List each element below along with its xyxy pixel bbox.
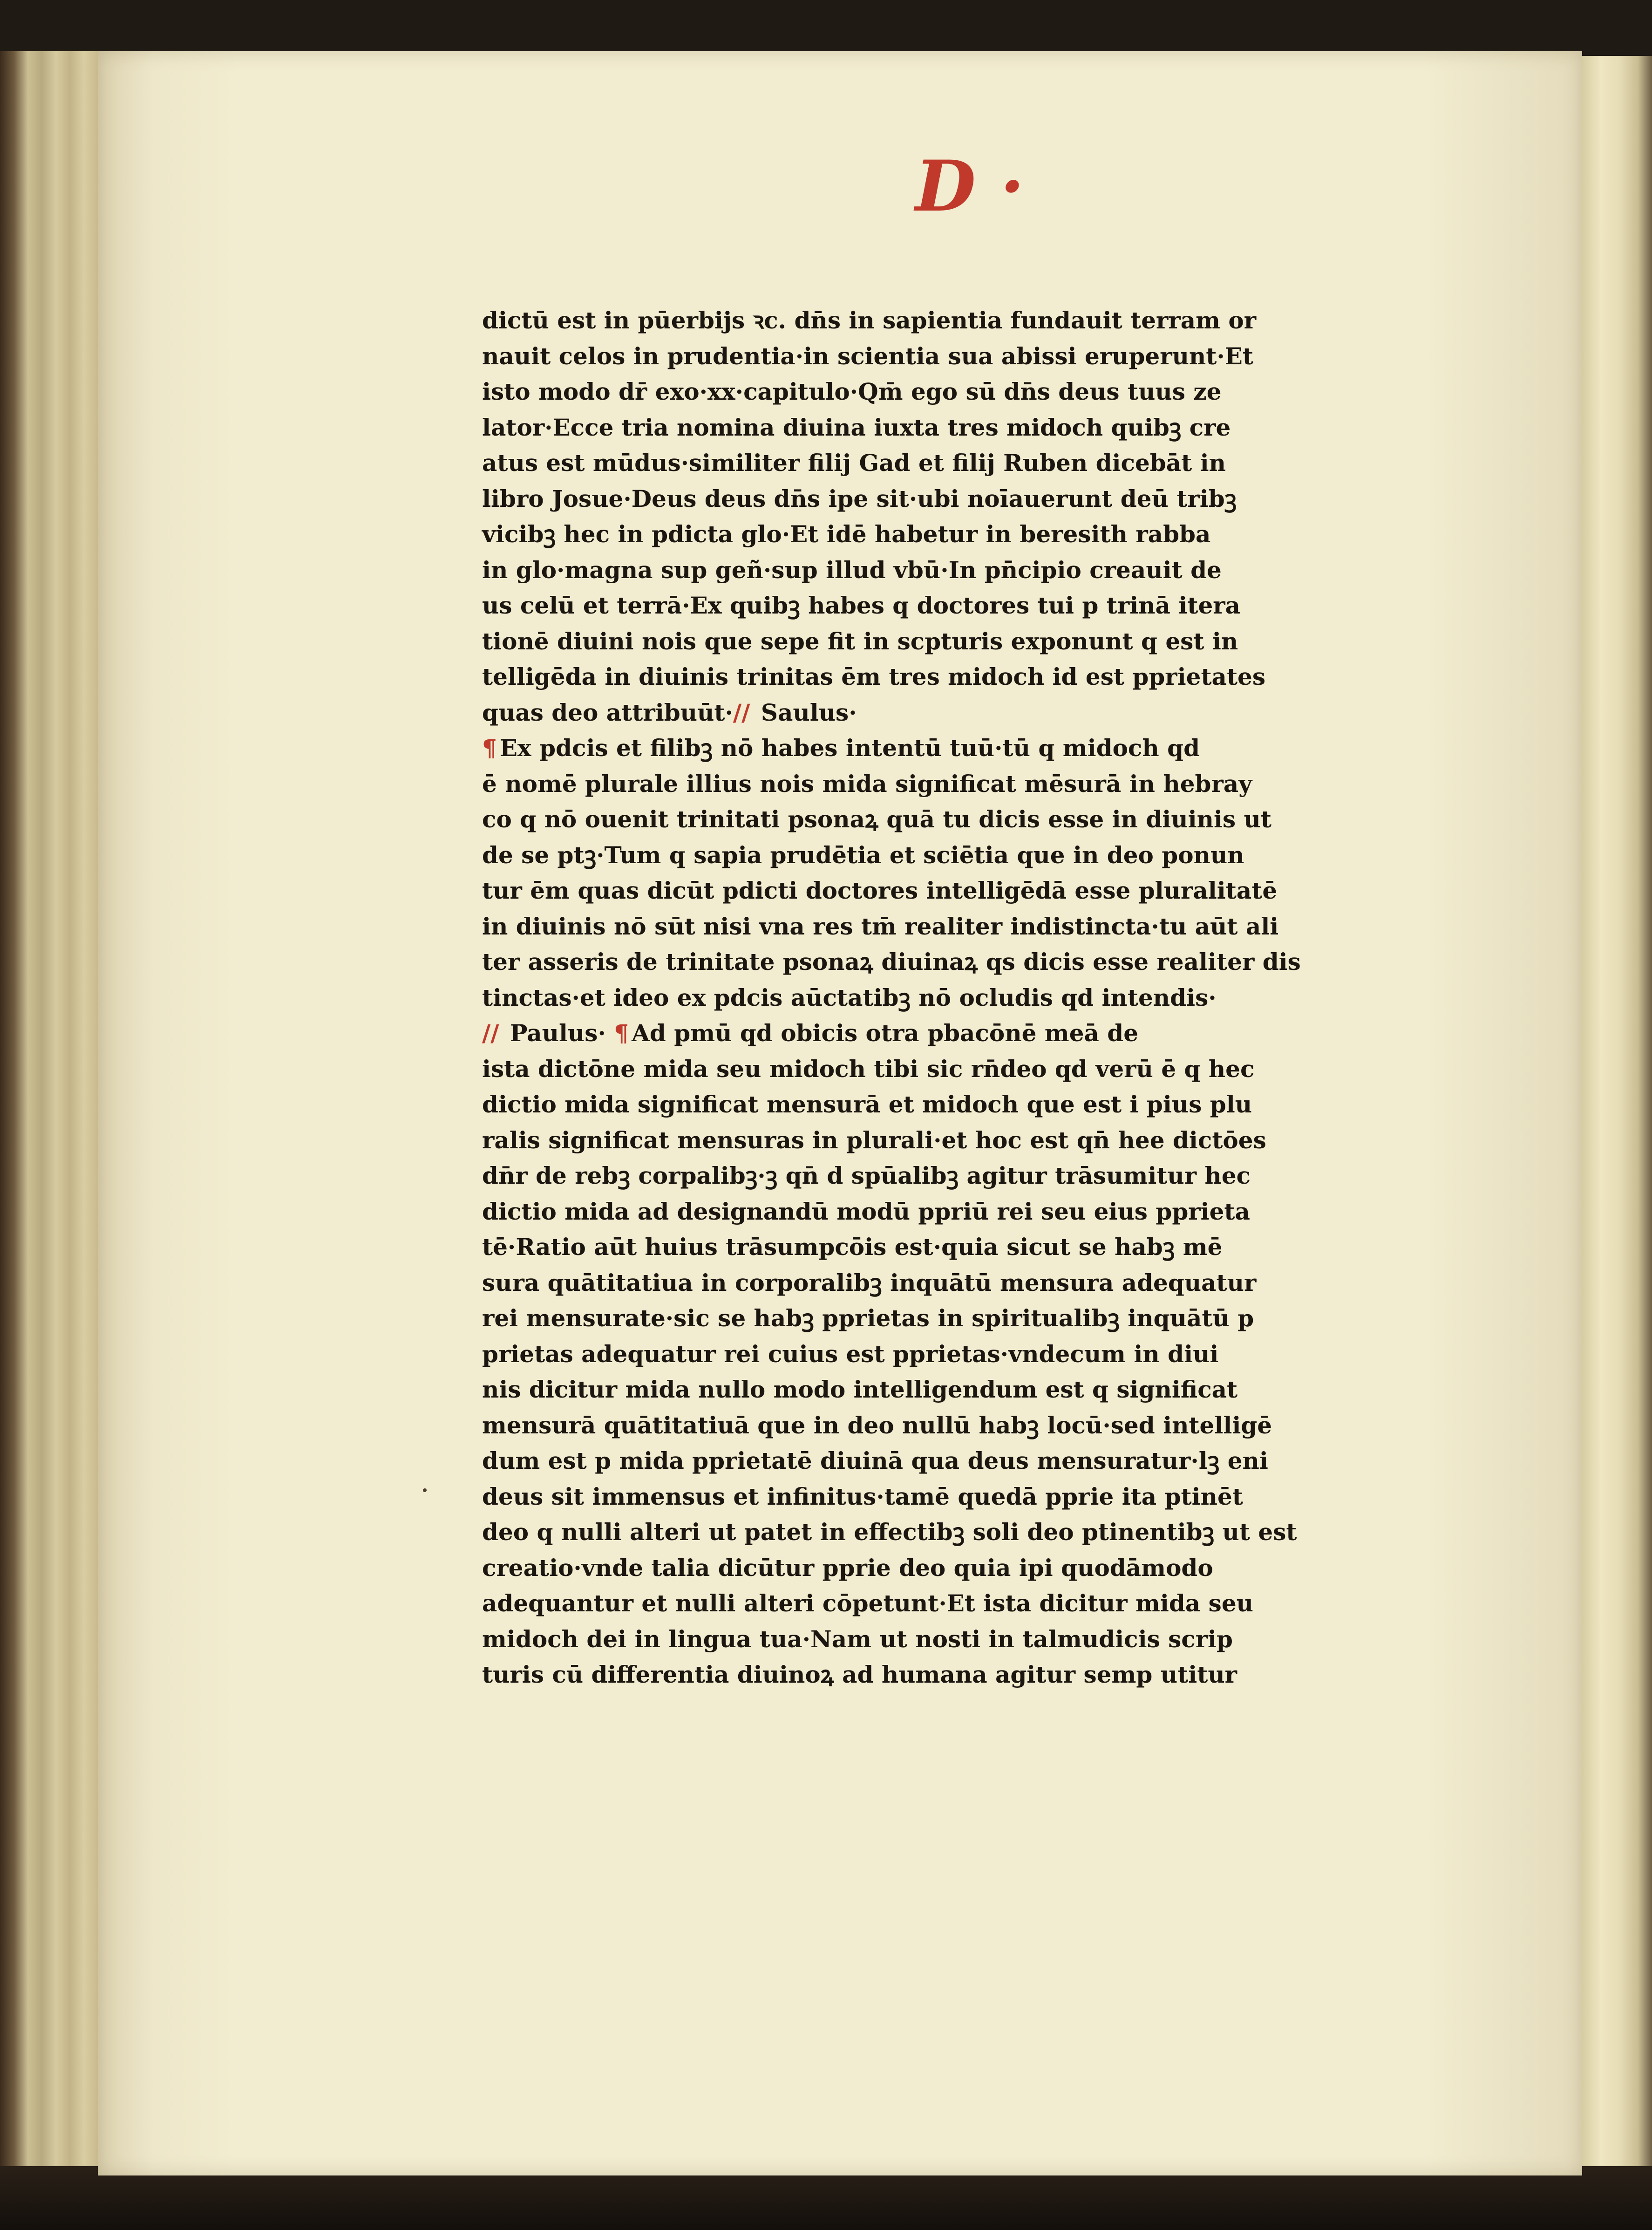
line-text: lator·Ecce tria nomina diuina iuxta tres midoch quibꝫ cre xyxy=(482,413,1231,441)
line-text: quas deo attribuūt· xyxy=(482,698,733,726)
line-text: nauit celos in prudentia·in scientia sua abissi eruperunt·Et xyxy=(482,342,1253,370)
text-line xyxy=(482,1301,1358,1337)
text-line xyxy=(482,1229,1358,1265)
text-line xyxy=(482,1158,1358,1194)
rubric-mark: // xyxy=(482,1019,507,1047)
line-text: midoch dei in lingua tua·Nam ut nosti in talmudicis scrip xyxy=(482,1625,1233,1653)
line-text: libro Josue·Deus deus dn̄s ipe sit·ubi noīauerunt deū tribꝫ xyxy=(482,484,1237,512)
text-line xyxy=(482,410,1358,446)
line-text: sura quātitatiua in corporalibꝫ inquātū mensura adequatur xyxy=(482,1268,1257,1296)
line-text: creatio·vnde talia dicūtur pprie deo quia ipi quodāmodo xyxy=(482,1554,1213,1582)
line-text: us celū et terrā·Ex quibꝫ habes q doctores tui p trinā itera xyxy=(482,592,1240,619)
rubric-mark: // xyxy=(733,698,758,726)
line-text: isto modo dr̄ exo·xx·capitulo·Qm̄ ego sū dn̄s deus tuus ze xyxy=(482,378,1222,405)
line-text: dictū est in pūerbijs ꝛc. dn̄s in sapientia fundauit terram or xyxy=(482,307,1257,334)
text-line xyxy=(482,1016,1358,1051)
book-page-stack xyxy=(0,51,98,2230)
text-line xyxy=(482,873,1358,909)
line-text: dum est p mida pprietatē diuinā qua deus mensuratur·lꝫ eni xyxy=(482,1447,1268,1474)
pilcrow-mark: ¶ xyxy=(614,1019,629,1047)
text-line xyxy=(482,1051,1358,1087)
text-line xyxy=(482,445,1358,481)
line-text: prietas adequatur rei cuius est pprietas·vndecum in diui xyxy=(482,1340,1219,1368)
text-line xyxy=(482,766,1358,802)
line-text: turis cū differentia diuinoꝝ ad humana agitur semp utitur xyxy=(482,1661,1237,1688)
text-line xyxy=(482,374,1358,410)
line-text: adequantur et nulli alteri cōpetunt·Et ista dicitur mida seu xyxy=(482,1589,1253,1617)
text-line xyxy=(482,1408,1358,1444)
text-line xyxy=(482,588,1358,624)
line-text: tionē diuini nois que sepe fit in scpturis exponunt q est in xyxy=(482,627,1238,655)
book-bottom-shadow xyxy=(0,2166,1652,2230)
line-text: in glo·magna sup geñ·sup illud vbū·In pn̄cipio creauit de xyxy=(482,556,1222,584)
text-line xyxy=(482,1087,1358,1123)
line-text: tinctas·et ideo ex pdcis aūctatibꝫ nō ocludis qd intendis· xyxy=(482,983,1217,1011)
line-text: Ad pmū qd obicis otra pbacōnē meā de xyxy=(632,1019,1139,1047)
folio-mark: D · xyxy=(915,145,1025,227)
line-text: de se ptꝫ·Tum q sapia prudētia et sciētia que in deo ponun xyxy=(482,841,1244,869)
line-text: ē nomē plurale illius nois mida significat mēsurā in hebray xyxy=(482,770,1252,798)
text-line xyxy=(482,1372,1358,1408)
text-line xyxy=(482,802,1358,838)
text-line xyxy=(482,1622,1358,1657)
ink-speck xyxy=(423,1488,427,1492)
text-line xyxy=(482,1550,1358,1586)
text-line xyxy=(482,695,1358,731)
text-line xyxy=(482,909,1358,945)
text-line xyxy=(482,339,1358,375)
text-line xyxy=(482,1443,1358,1479)
line-text: mensurā quātitatiuā que in deo nullū habꝫ locū·sed intelligē xyxy=(482,1411,1272,1439)
text-line xyxy=(482,944,1358,980)
line-text: tē·Ratio aūt huius trāsumpcōis est·quia sicut se habꝫ mē xyxy=(482,1233,1223,1261)
line-text: vicibꝫ hec in pdicta glo·Et idē habetur in beresith rabba xyxy=(482,520,1211,548)
line-text: dictio mida significat mensurā et midoch que est i pius plu xyxy=(482,1091,1252,1118)
line-text: deo q nulli alteri ut patet in effectibꝫ soli deo ptinentibꝫ ut est xyxy=(482,1518,1297,1546)
line-text: tur ēm quas dicūt pdicti doctores intelligēdā esse pluralitatē xyxy=(482,877,1278,904)
facing-page-edge xyxy=(1582,56,1652,2171)
text-block xyxy=(482,303,1358,1693)
line-text: ter asseris de trinitate psonaꝝ diuinaꝝ qs dicis esse realiter dis xyxy=(482,948,1301,975)
text-line xyxy=(482,517,1358,552)
line-text: ista dictōne mida seu midoch tibi sic rn̄deo qd verū ē q hec xyxy=(482,1055,1255,1083)
text-line xyxy=(482,1123,1358,1159)
line-text: ralis significat mensuras in plurali·et hoc est qn̄ hee dictōes xyxy=(482,1126,1266,1154)
line-text: nis dicitur mida nullo modo intelligendum est q significat xyxy=(482,1376,1238,1403)
text-line xyxy=(482,1586,1358,1622)
text-line xyxy=(482,624,1358,660)
line-text: rei mensurate·sic se habꝫ pprietas in spiritualibꝫ inquātū p xyxy=(482,1304,1254,1332)
text-line xyxy=(482,1479,1358,1515)
text-line xyxy=(482,552,1358,588)
text-line xyxy=(482,980,1358,1016)
text-line xyxy=(482,838,1358,873)
line-text: in diuinis nō sūt nisi vna res tm̄ realiter indistincta·tu aūt ali xyxy=(482,912,1279,940)
text-line xyxy=(482,481,1358,517)
pilcrow-mark: ¶ xyxy=(482,734,497,762)
line-text: deus sit immensus et infinitus·tamē quedā pprie ita ptinēt xyxy=(482,1482,1243,1510)
text-line xyxy=(482,1337,1358,1372)
line-text: Ex pdcis et filibꝫ nō habes intentū tuū·tū q midoch qd xyxy=(499,734,1200,762)
line-text: dn̄r de rebꝫ corpalibꝫ·ꝫ qn̄ d spūalibꝫ agitur trāsumitur hec xyxy=(482,1162,1251,1189)
text-line xyxy=(482,303,1358,339)
text-line xyxy=(482,1514,1358,1550)
speaker-label: Saulus· xyxy=(761,698,857,726)
line-text: dictio mida ad designandū modū ppriū rei seu eius pprieta xyxy=(482,1197,1250,1225)
line-text: atus est mūdus·similiter filij Gad et filij Ruben dicebāt in xyxy=(482,449,1226,477)
text-line xyxy=(482,1657,1358,1693)
line-text: telligēda in diuinis trinitas ēm tres midoch id est pprietates xyxy=(482,663,1266,690)
text-line xyxy=(482,659,1358,695)
text-line xyxy=(482,1265,1358,1301)
line-text: co q nō ouenit trinitati psonaꝝ quā tu dicis esse in diuinis ut xyxy=(482,805,1271,833)
text-line xyxy=(482,730,1358,766)
speaker-label: Paulus· xyxy=(510,1019,606,1047)
text-line xyxy=(482,1194,1358,1230)
